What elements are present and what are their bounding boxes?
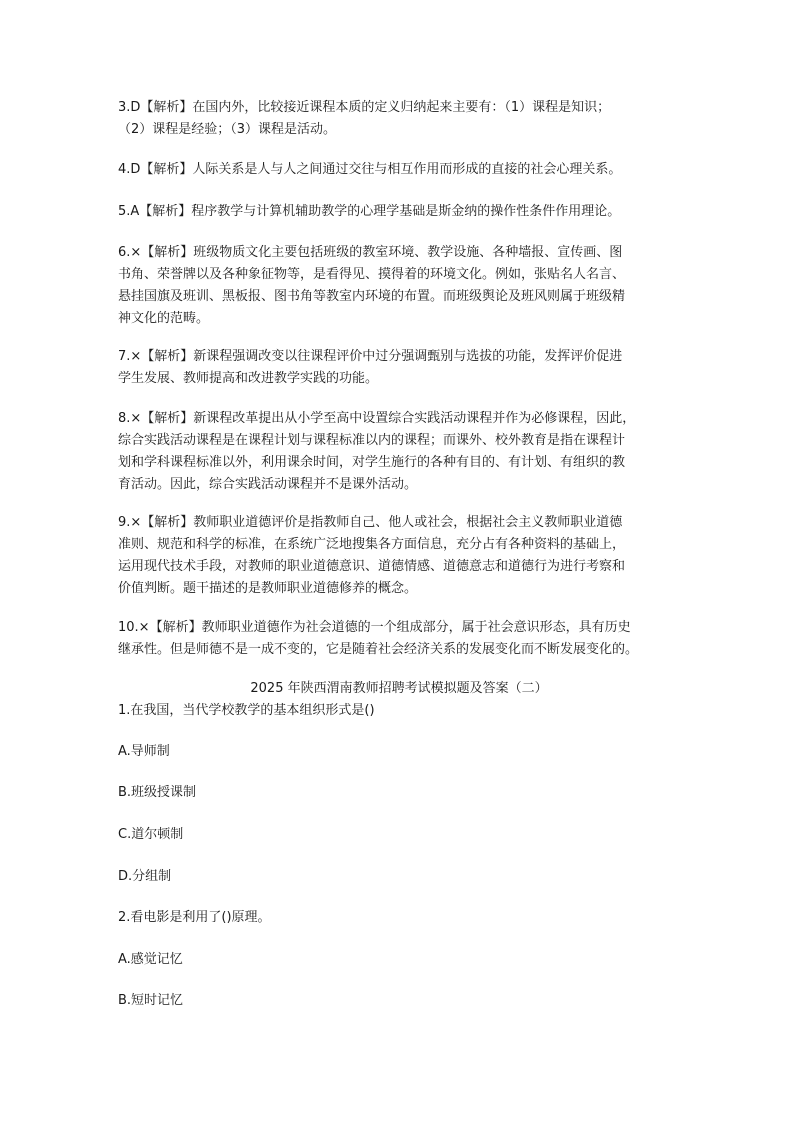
answer-line: 6.×【解析】班级物质文化主要包括班级的教室环境、教学设施、各种墙报、宣传画、图 [118, 245, 623, 260]
answer-line: 书角、荣誉牌以及各种象征物等，是看得见、摸得着的环境文化。例如，张贴名人名言、 [118, 267, 626, 282]
answer-line: （2）课程是经验；（3）课程是活动。 [118, 122, 337, 137]
question-1-option-d: D.分组制 [118, 869, 172, 884]
answer-line: 育活动。因此，综合实践活动课程并不是课外活动。 [118, 477, 418, 492]
answer-line: 7.×【解析】新课程强调改变以往课程评价中过分强调甄别与选拔的功能，发挥评价促进 [118, 349, 623, 364]
answer-line: 3.D【解析】在国内外，比较接近课程本质的定义归纳起来主要有：（1）课程是知识； [118, 100, 611, 115]
answer-8 [118, 408, 680, 496]
answer-line: 4.D【解析】人际关系是人与人之间通过交往与相互作用而形成的直接的社会心理关系。 [118, 162, 622, 177]
question-2-option-b: B.短时记忆 [118, 993, 184, 1008]
question-2-option-a: A.感觉记忆 [118, 952, 183, 967]
answer-line: 学生发展、教师提高和改进教学实践的功能。 [118, 371, 379, 386]
answer-5 [118, 201, 680, 223]
question-2-stem: 2.看电影是利用了()原理。 [118, 910, 271, 925]
question-1-option-c: C.道尔顿制 [118, 827, 184, 842]
answer-line: 10.×【解析】教师职业道德作为社会道德的一个组成部分，属于社会意识形态，具有历史 [118, 620, 631, 635]
answer-line: 准则、规范和科学的标准，在系统广泛地搜集各方面信息，充分占有各种资料的基础上， [118, 537, 626, 552]
section-title: 2025 年陕西渭南教师招聘考试模拟题及答案（二） [250, 681, 548, 696]
answer-6 [118, 242, 680, 330]
answer-line: 5.A【解析】程序教学与计算机辅助教学的心理学基础是斯金纳的操作性条件作用理论。 [118, 204, 621, 219]
answer-4 [118, 159, 680, 181]
answer-7 [118, 346, 680, 390]
answer-line: 9.×【解析】教师职业道德评价是指教师自己、他人或社会，根据社会主义教师职业道德 [118, 515, 623, 530]
answer-line: 8.×【解析】新课程改革提出从小学至高中设置综合实践活动课程并作为必修课程，因此， [118, 411, 636, 426]
answer-line: 价值判断。题干描述的是教师职业道德修养的概念。 [118, 581, 418, 596]
answer-line: 继承性。但是师德不是一成不变的，它是随着社会经济关系的发展变化而不断发展变化的。 [118, 642, 639, 657]
answer-line: 神文化的范畴。 [118, 311, 210, 326]
answer-line: 悬挂国旗及班训、黑板报、图书角等教室内环境的布置。而班级舆论及班风则属于班级精 [118, 289, 626, 304]
answer-line: 划和学科课程标准以外，利用课余时间，对学生施行的各种有目的、有计划、有组织的教 [118, 455, 626, 470]
question-1-option-a: A.导师制 [118, 744, 170, 759]
answer-10 [118, 617, 680, 661]
answer-9 [118, 512, 680, 600]
answer-3 [118, 97, 680, 141]
question-1-option-b: B.班级授课制 [118, 785, 197, 800]
answer-line: 综合实践活动课程是在课程计划与课程标准以内的课程；而课外、校外教育是指在课程计 [118, 433, 626, 448]
answer-line: 运用现代技术手段，对教师的职业道德意识、道德情感、道德意志和道德行为进行考察和 [118, 559, 626, 574]
question-1-stem: 1.在我国，当代学校教学的基本组织形式是() [118, 703, 375, 718]
